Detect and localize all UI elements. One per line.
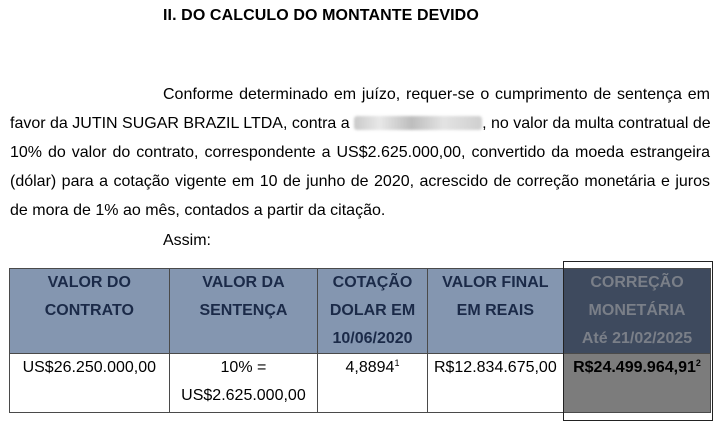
header-line: EM REAIS	[456, 302, 535, 319]
cell-line: US$2.625.000,00	[181, 387, 306, 404]
cotacao-value: 4,8894	[345, 359, 395, 376]
footnote-marker: 2	[695, 358, 701, 368]
header-line: CONTRATO	[44, 302, 134, 319]
paragraph-line-2	[10, 109, 710, 138]
redacted-name	[354, 116, 482, 130]
header-correcao-monetaria	[564, 269, 711, 354]
paragraph-line-2-end: , no valor da multa contratual de	[482, 115, 711, 132]
paragraph-line-3: 10% do valor do contrato, correspondente a US$2.625.000,00, convertido da moeda estrangeira	[10, 144, 710, 161]
paragraph-line-2-start: favor da JUTIN SUGAR BRAZIL LTDA, contra a	[10, 115, 350, 132]
section-heading: II. DO CALCULO DO MONTANTE DEVIDO	[163, 7, 479, 24]
header-valor-sentenca	[169, 269, 318, 354]
header-line: 10/06/2020	[332, 330, 413, 347]
cell-valor-sentenca	[169, 354, 318, 413]
correcao-value: R$24.499.964,91	[573, 359, 696, 376]
header-line: SENTENÇA	[199, 302, 288, 319]
cell-line: 10% =	[220, 359, 267, 376]
header-valor-final	[427, 269, 563, 354]
calculation-table	[9, 268, 711, 413]
table-header-row	[10, 269, 711, 354]
cell-cotacao	[318, 354, 427, 413]
header-line: Até 21/02/2025	[581, 330, 693, 347]
header-line: MONETÁRIA	[588, 302, 686, 319]
body-paragraph	[10, 80, 710, 225]
paragraph-line-4: (dólar) para a cotação vigente em 10 de junho de 2020, acrescido de correção monetária e juros	[10, 173, 710, 190]
cell-valor-contrato: US$26.250.000,00	[10, 354, 170, 413]
assim-label: Assim:	[163, 232, 211, 249]
footnote-marker: 1	[394, 358, 400, 368]
paragraph-line-1: Conforme determinado em juízo, requer-se o cumprimento de sentença em	[163, 86, 710, 103]
table-row	[10, 354, 711, 413]
header-line: VALOR DO	[47, 274, 131, 291]
cell-correcao	[564, 354, 711, 413]
header-line: VALOR DA	[202, 274, 285, 291]
header-cotacao	[318, 269, 427, 354]
header-line: COTAÇÃO	[332, 274, 413, 291]
cell-valor-final: R$12.834.675,00	[427, 354, 563, 413]
paragraph-line-5: de mora de 1% ao mês, contados a partir da citação.	[10, 202, 386, 219]
header-valor-contrato	[10, 269, 170, 354]
header-line: VALOR FINAL	[442, 274, 549, 291]
header-line: DOLAR EM	[329, 302, 416, 319]
header-line: CORREÇÃO	[590, 274, 684, 291]
